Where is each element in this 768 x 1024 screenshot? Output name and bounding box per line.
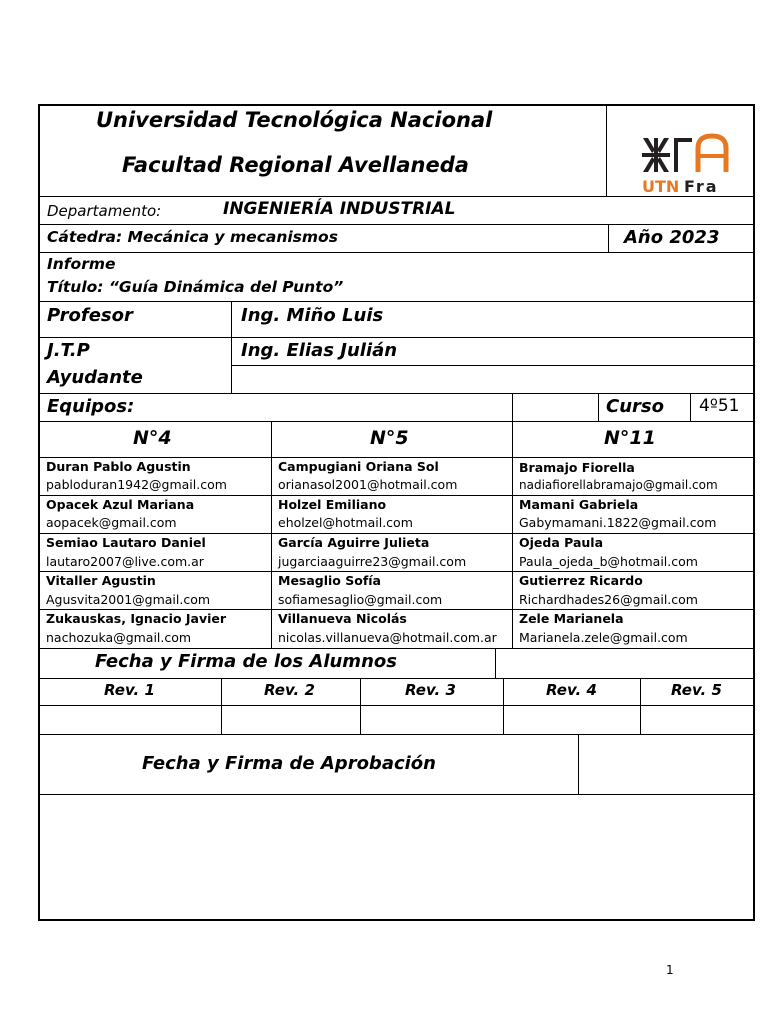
rev-3: Rev. 3 <box>405 681 456 699</box>
course-value: 4º51 <box>699 396 740 416</box>
member-name: Bramajo Fiorella <box>519 460 635 475</box>
approval-label: Fecha y Firma de Aprobación <box>142 753 436 774</box>
member-email: jugarciaaguirre23@gmail.com <box>278 554 467 569</box>
member-name: Mamani Gabriela <box>519 497 639 512</box>
year: Año 2023 <box>624 227 720 248</box>
teams-label: Equipos: <box>47 396 135 417</box>
member-email: eholzel@hotmail.com <box>278 515 413 530</box>
member-name: Zukauskas, Ignacio Javier <box>46 611 227 626</box>
member-email: Richardhades26@gmail.com <box>519 592 698 607</box>
assistant-label: Ayudante <box>47 367 143 388</box>
member-email: lautaro2007@live.com.ar <box>46 554 204 569</box>
logo-utn-text: UTN <box>642 177 680 196</box>
rev-4: Rev. 4 <box>546 681 597 699</box>
group-5-header: N°5 <box>370 427 409 449</box>
member-name: Semiao Lautaro Daniel <box>46 535 206 550</box>
utn-fra-logo <box>640 124 736 196</box>
member-name: Villanueva Nicolás <box>278 611 407 626</box>
member-email: nachozuka@gmail.com <box>46 630 192 645</box>
member-name: Holzel Emiliano <box>278 497 387 512</box>
university-name: Universidad Tecnológica Nacional <box>96 108 493 132</box>
jtp-label: J.T.P <box>47 340 90 361</box>
jtp-value: Ing. Elias Julián <box>241 340 398 361</box>
group-11-header: N°11 <box>604 427 656 449</box>
chair-label: Cátedra: Mecánica y mecanismos <box>47 228 338 246</box>
member-name: Opacek Azul Mariana <box>46 497 195 512</box>
group-4-header: N°4 <box>133 427 172 449</box>
member-email: Gabymamani.1822@gmail.com <box>519 515 717 530</box>
department-value: INGENIERÍA INDUSTRIAL <box>223 199 456 219</box>
member-name: García Aguirre Julieta <box>278 535 430 550</box>
member-email: pabloduran1942@gmail.com <box>46 477 227 492</box>
member-name: Vitaller Agustin <box>46 573 156 588</box>
report-title: Título: “Guía Dinámica del Punto” <box>47 278 344 296</box>
member-name: Mesaglio Sofía <box>278 573 381 588</box>
professor-label: Profesor <box>47 305 133 326</box>
member-email: Agusvita2001@gmail.com <box>46 592 211 607</box>
member-email: nicolas.villanueva@hotmail.com.ar <box>278 630 497 645</box>
rev-2: Rev. 2 <box>264 681 315 699</box>
member-name: Ojeda Paula <box>519 535 604 550</box>
member-name: Duran Pablo Agustin <box>46 459 191 474</box>
rev-1: Rev. 1 <box>104 681 155 699</box>
students-signature-label: Fecha y Firma de los Alumnos <box>95 651 397 672</box>
member-email: sofiamesaglio@gmail.com <box>278 592 443 607</box>
department-label: Departamento: <box>47 202 162 220</box>
course-label: Curso <box>606 396 664 417</box>
faculty-name: Facultad Regional Avellaneda <box>122 153 469 177</box>
member-email: Marianela.zele@gmail.com <box>519 630 688 645</box>
member-email: Paula_ojeda_b@hotmail.com <box>519 554 698 569</box>
page-number: 1 <box>666 963 674 977</box>
member-name: Gutierrez Ricardo <box>519 573 643 588</box>
logo-fra-text: Fra <box>684 177 719 196</box>
member-name: Campugiani Oriana Sol <box>278 459 439 474</box>
member-name: Zele Marianela <box>519 611 624 626</box>
member-email: nadiafiorellabramajo@gmail.com <box>519 478 718 492</box>
member-email: aopacek@gmail.com <box>46 515 177 530</box>
rev-5: Rev. 5 <box>671 681 722 699</box>
report-label: Informe <box>47 255 116 273</box>
member-email: orianasol2001@hotmail.com <box>278 477 458 492</box>
professor-value: Ing. Miño Luis <box>241 305 384 326</box>
